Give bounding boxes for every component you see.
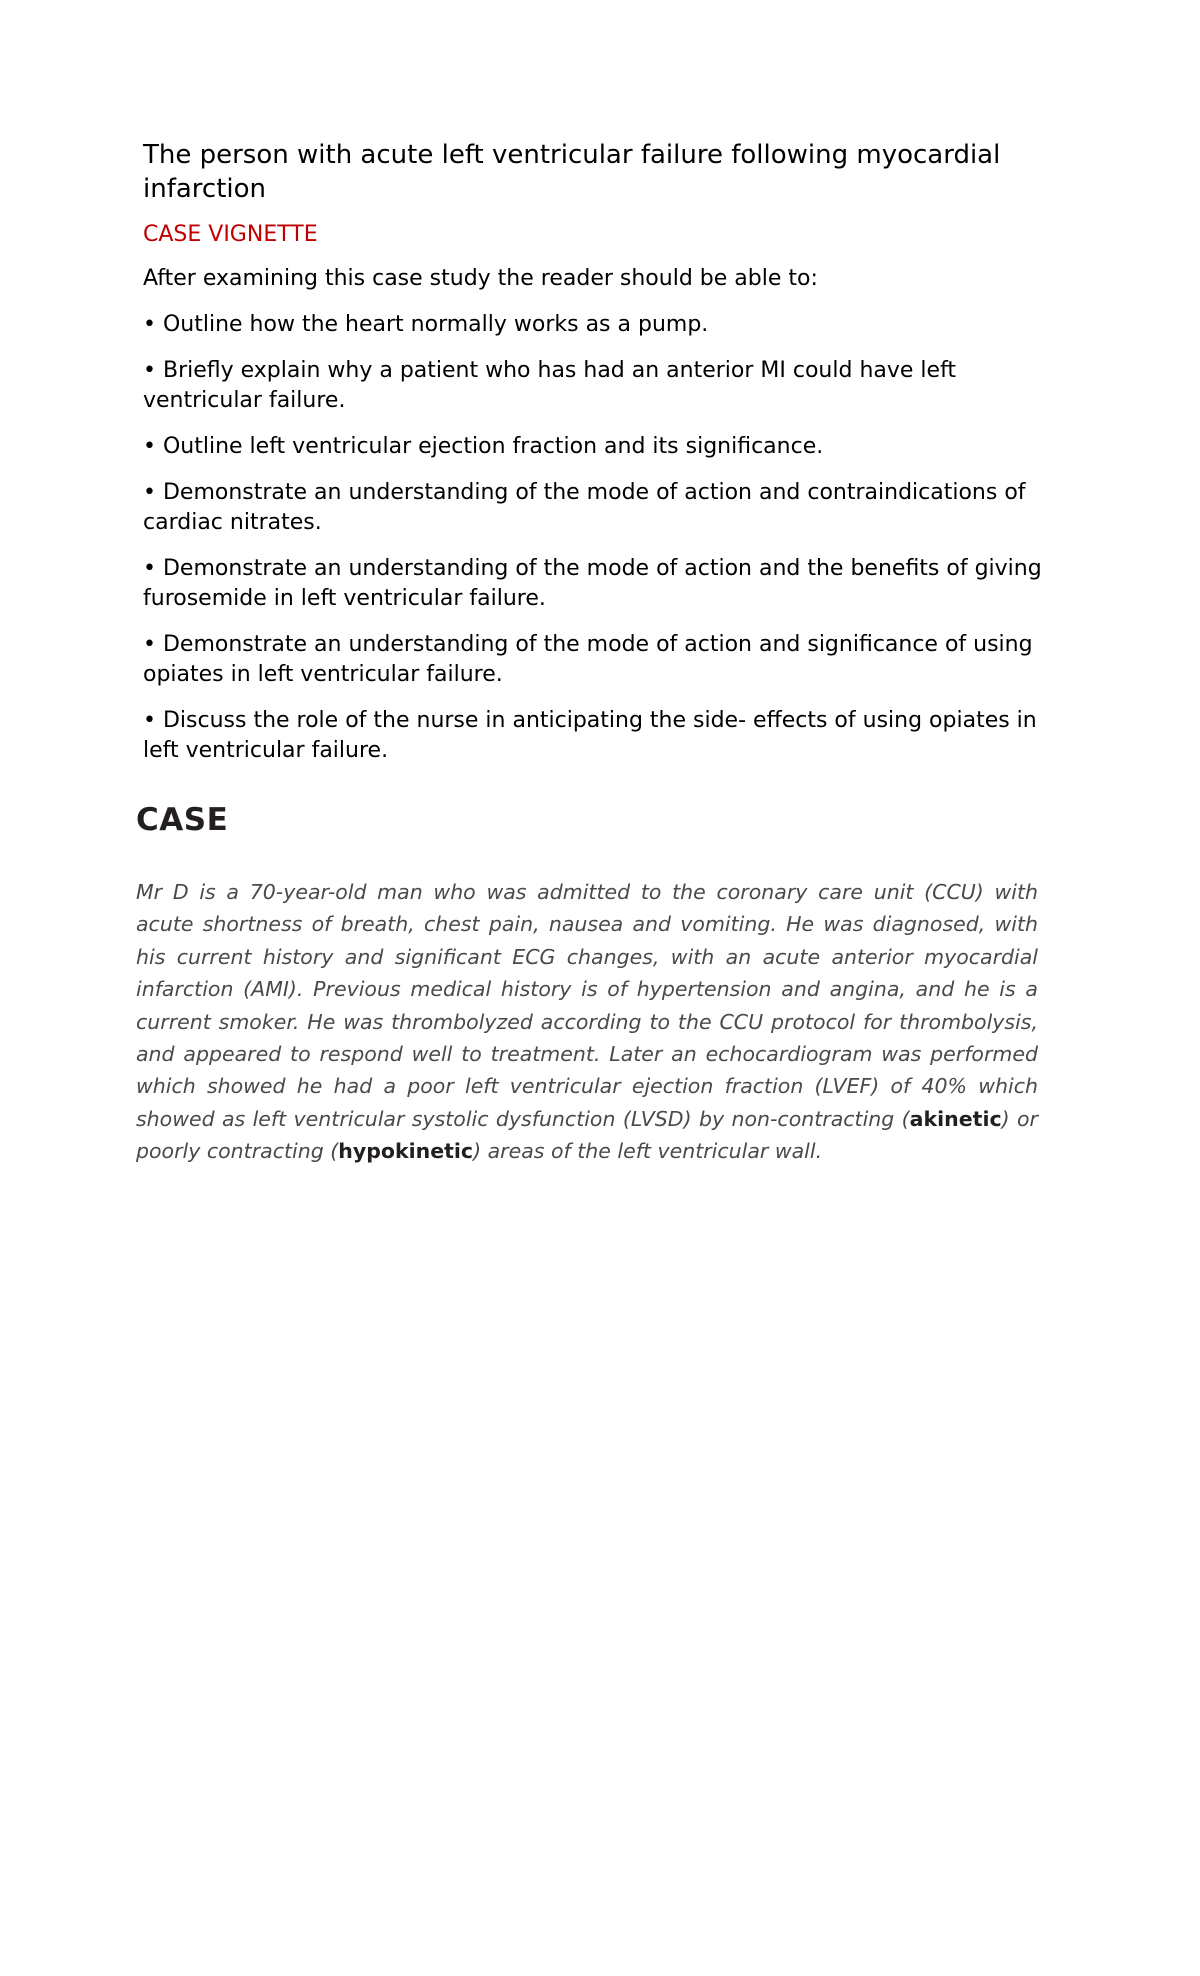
- objectives-list: [143, 310, 1078, 766]
- document-body: [143, 138, 1078, 782]
- case-heading: CASE: [136, 802, 229, 838]
- case-text-part: ) areas of the left ventricular wall.: [473, 1139, 823, 1164]
- case-term-hypokinetic: hypokinetic: [338, 1139, 474, 1164]
- objective-item: • Outline how the heart normally works as a pump.: [143, 312, 709, 337]
- objective-item: • Demonstrate an understanding of the mode of action and the benefits of giving furosemide in left ventricular failure.: [143, 556, 1042, 611]
- objectives-intro: After examining this case study the reader should be able to:: [143, 266, 818, 291]
- objective-item: • Discuss the role of the nurse in anticipating the side- effects of using opiates in left ventricular failure.: [143, 708, 1037, 763]
- case-text-part: ) or poorly contracting (: [136, 1106, 1038, 1164]
- case-vignette-label: CASE VIGNETTE: [143, 222, 318, 247]
- case-term-akinetic: akinetic: [909, 1106, 1002, 1131]
- objective-item: • Outline left ventricular ejection fraction and its significance.: [143, 434, 824, 459]
- document-title: The person with acute left ventricular failure following myocardial infarction: [143, 140, 1001, 204]
- case-section: [136, 800, 1038, 1168]
- objective-item: • Demonstrate an understanding of the mode of action and contraindications of cardiac nitrates.: [143, 480, 1026, 535]
- case-text-part: Mr D is a 70-year-old man who was admitted to the coronary care unit (CCU) with acute shortness of breath, chest pain, nausea and vomiting. He was diagnosed, with his current history and significant ECG changes, with an acute anterior myocardial infarction (AMI). Previous medical history is of hypertension and angina, and he is a current smoker. He was thrombolyzed according to the CCU protocol for thrombolysis, and appeared to respond well to treatment. Later an echocardiogram was performed which showed he had a poor left ventricular ejection fraction (LVEF) of 40% which showed as left ventricular systolic dysfunction (LVSD) by non-contracting (: [136, 880, 1038, 1131]
- case-description: [136, 876, 1038, 1168]
- objective-item: • Briefly explain why a patient who has had an anterior MI could have left ventricular failure.: [143, 358, 957, 413]
- objective-item: • Demonstrate an understanding of the mode of action and significance of using opiates in left ventricular failure.: [143, 632, 1033, 687]
